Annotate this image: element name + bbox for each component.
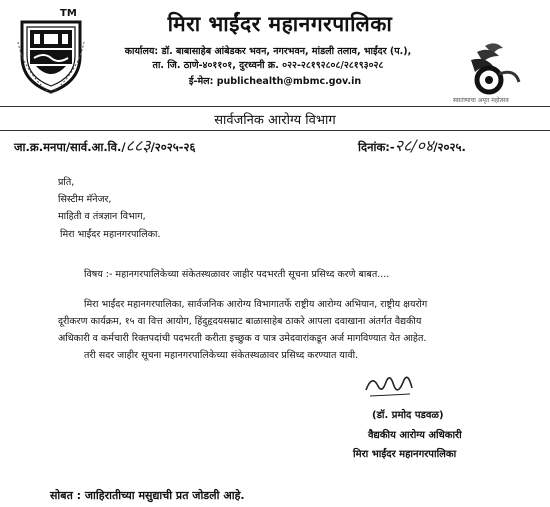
signatory-name: (डॉ. प्रमोद पडवळ) — [372, 410, 444, 421]
email-line: ई-मेल: publichealth@mbmc.gov.in — [188, 76, 362, 87]
signatory-designation: वैद्यकीय आरोग्य अधिकारी — [368, 430, 462, 441]
body-line-2: दूरीकरण कार्यक्रम, १५ वा वित्त आयोग, हिंदुहृदयसम्राट बाळासाहेब ठाकरे आपला दवाखाना अंतर्गत वैद्यकीय — [58, 316, 422, 327]
department-title: सार्वजनिक आरोग्य विभाग — [214, 113, 336, 128]
date-label: दिनांक:- — [358, 140, 395, 154]
handwritten-signature — [360, 368, 420, 402]
recipient-department: माहिती व तंत्रज्ञान विभाग, — [58, 211, 146, 222]
subject-line: विषय :- महानगरपालिकेच्या संकेतस्थळावर जाहीर पदभरती सूचना प्रसिध्द करणे बाबत.... — [84, 269, 390, 280]
enclosure-note: सोबत : जाहिरातीच्या मसुद्याची प्रत जोडली आहे. — [50, 489, 245, 502]
trademark-label: TM — [60, 8, 77, 19]
reference-suffix: /२०२५-२६ — [150, 140, 196, 154]
body-line-1: मिरा भाईंदर महानगरपालिका, सार्वजनिक आरोग्य विभागातर्फे राष्ट्रीय आरोग्य अभियान, राष्ट्रीय क्षयरोग — [84, 299, 428, 310]
reference-number-handwritten: ८८३ — [125, 136, 151, 155]
logo-tagline: स्वातंत्र्याचा अमृत महोत्सव — [453, 97, 509, 104]
signatory-organization: मिरा भाईंदर महानगरपालिका — [353, 449, 457, 460]
address-line-2: ता. जि. ठाणे-४०११०१, दुरध्वनी क्र. ०२२-२८१९२८०८/२८१९३०२८ — [152, 60, 384, 71]
date-handwritten: २८/०४ — [394, 136, 434, 155]
amrit-mahotsav-logo — [455, 38, 535, 102]
recipient-organization: मिरा भाईंदर महानगरपालिका. — [60, 229, 161, 240]
recipient-salutation: प्रति, — [58, 177, 75, 188]
body-line-4: तरी सदर जाहीर सूचना महानगरपालिकेच्या संकेतस्थळावर प्रसिध्द करण्यात यावी. — [84, 350, 359, 361]
date-suffix: /२०२५. — [433, 140, 466, 154]
reference-date — [358, 134, 466, 156]
body-line-3: अधिकारी व कर्मचारी रिक्तपदांची पदभरती करीता इच्छुक व पात्र उमेदवारांकडून अर्ज मागविण्यात येत आहेत. — [58, 333, 427, 344]
address-line-1: कार्यालय: डॉ. बाबासाहेब आंबेडकर भवन, नगरभवन, मांडली तलाव, भाईंदर (प.), — [124, 46, 412, 57]
reference-prefix: जा.क्र.मनपा/सार्व.आ.वि./ — [14, 140, 126, 154]
corporation-emblem — [14, 12, 88, 96]
corporation-title: मिरा भाईंदर महानगरपालिका — [167, 12, 393, 36]
reference-number — [14, 134, 195, 156]
recipient-designation: सिस्टीम मॅनेजर, — [58, 194, 112, 205]
